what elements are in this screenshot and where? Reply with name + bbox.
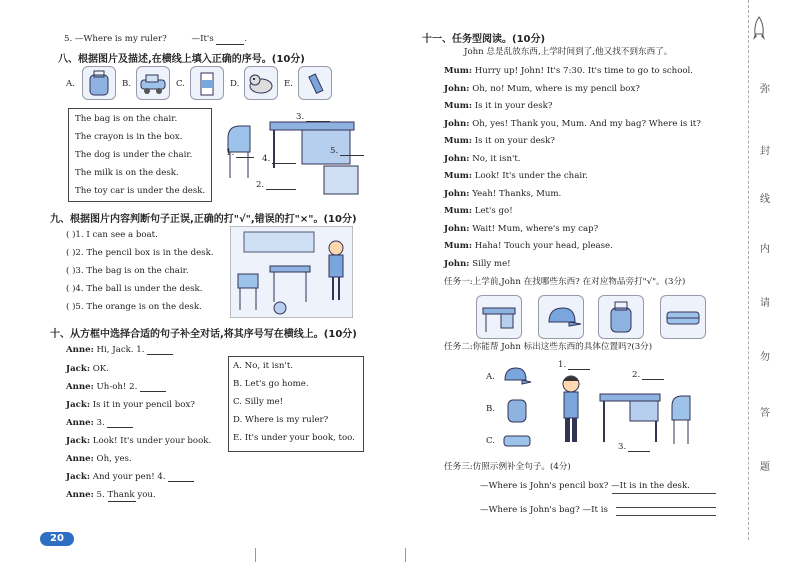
task2-scene: A. B. C. 1. 2. 3. xyxy=(486,358,716,458)
section8-scene: 3. 1. 4. 5. 2. xyxy=(222,108,380,202)
section10-title: 十、从方框中选择合适的句子补全对话,将其序号写在横线上。(10分) xyxy=(50,329,357,340)
dialog-blank-5[interactable] xyxy=(108,492,136,502)
section9-items xyxy=(66,226,231,324)
section11-intro: John 总是乱放东西,上学时间到了,他又找不到东西了。 xyxy=(464,47,673,57)
dialog-blank-1[interactable] xyxy=(147,345,173,355)
left-bottom-tick xyxy=(255,548,256,562)
section8-pictures: A. B. C. D. E. xyxy=(66,66,336,102)
milk-image xyxy=(190,66,224,100)
section10-dialog: Anne: Hi, Jack. 1. Jack: OK. Anne: Uh-oh! 2. Jack: Is it in your pencil box? Anne: 3. Jack: Look! It's under your book. Anne: Oh, yes. Jack: And your pen! 4. Anne: 5. Thank you. xyxy=(66,345,212,500)
bag-image-2 xyxy=(504,394,530,424)
pencil-box-option-image[interactable] xyxy=(660,295,706,339)
margin-char-7: 答 xyxy=(760,408,770,419)
position-blank-1[interactable] xyxy=(568,360,590,370)
margin-char-4: 内 xyxy=(760,244,770,255)
q5-answer-blank[interactable] xyxy=(216,35,244,45)
section8-sentence-box: The bag is on the chair. The crayon is in the box. The dog is under the chair. The milk is on the desk. The toy car is under the desk. xyxy=(68,108,212,202)
dialog-blank-4[interactable] xyxy=(168,472,194,482)
task3-answer-line-2[interactable] xyxy=(616,515,716,516)
scene-blank-5[interactable] xyxy=(340,146,364,156)
s9-item-1[interactable]: ( )1. I can see a boat. xyxy=(66,230,158,240)
right-bottom-tick xyxy=(405,548,406,562)
toy-car-image xyxy=(136,66,170,100)
s9-item-5[interactable]: ( )5. The orange is on the desk. xyxy=(66,302,202,312)
q5-line: 5. —Where is my ruler? —It's . xyxy=(64,34,248,44)
reading-passage: Mum: Hurry up! John! It's 7:30. It's time to go to school. John: Oh, no! Mum, where is my pencil box? Mum: Is it in your desk? John: Oh, yes! Thank you, Mum. And my bag? Where is it? Mum: Is it on your desk? John: No, it isn't. Mum: Look! It's under the chair. John: Yeah! Thanks, Mum. Mum: Let's go! John: Wait! Mum, where's my cap? Mum: Haha! Touch your head, please. John: Silly me! xyxy=(444,66,701,269)
margin-char-1: 弥 xyxy=(760,84,770,95)
cap-option-image[interactable] xyxy=(538,295,584,339)
boy-image xyxy=(556,372,586,452)
task2-title: 任务二:你能帮 John 标出这些东西的具体位置吗?(3分) xyxy=(444,342,653,352)
dog-image xyxy=(244,66,278,100)
margin-char-8: 题 xyxy=(760,462,770,473)
binding-line xyxy=(748,0,750,540)
section11-title: 十一、任务型阅读。(10分) xyxy=(422,34,546,45)
section9-title: 九、根据图片内容判断句子正误,正确的打"√",错误的打"×"。(10分) xyxy=(50,214,357,225)
margin-char-2: 封 xyxy=(760,146,770,157)
task3-question: —Where is John's bag? —It is xyxy=(480,505,608,515)
margin-char-6: 勿 xyxy=(760,352,770,363)
page-number-badge: 20 xyxy=(40,532,74,546)
s9-item-2[interactable]: ( )2. The pencil box is in the desk. xyxy=(66,248,214,258)
section9-classroom-image xyxy=(230,226,353,318)
task3-example-underline xyxy=(612,493,716,494)
pencil-box-image xyxy=(502,432,532,450)
margin-char-5: 请 xyxy=(760,298,770,309)
scene-blank-3[interactable] xyxy=(306,112,330,122)
s9-item-3[interactable]: ( )3. The bag is on the chair. xyxy=(66,266,189,276)
desk-chair-image xyxy=(594,386,714,450)
rocket-icon xyxy=(752,16,766,42)
task3-example: —Where is John's pencil box? —It is in the desk. xyxy=(480,481,690,491)
crayon-image xyxy=(298,66,332,100)
bag-option-image[interactable] xyxy=(598,295,644,339)
position-blank-2[interactable] xyxy=(642,370,664,380)
scene-blank-1[interactable] xyxy=(236,148,254,158)
task3-answer-line-1[interactable] xyxy=(616,507,716,508)
scene-blank-2[interactable] xyxy=(266,180,296,190)
scene-blank-4[interactable] xyxy=(272,154,296,164)
task3-title: 任务三:仿照示例补全句子。(4分) xyxy=(444,462,571,472)
s9-item-4[interactable]: ( )4. The ball is under the desk. xyxy=(66,284,203,294)
desk-option-image[interactable] xyxy=(476,295,522,339)
section10-choice-box: A. No, it isn't. B. Let's go home. C. Silly me! D. Where is my ruler? E. It's under your book, too. xyxy=(228,356,364,452)
section8-title: 八、根据图片及描述,在横线上填入正确的序号。(10分) xyxy=(58,54,305,65)
cap-image xyxy=(502,364,532,386)
dialog-blank-2[interactable] xyxy=(140,382,166,392)
margin-char-3: 线 xyxy=(760,194,770,205)
dialog-blank-3[interactable] xyxy=(107,418,133,428)
task1-title: 任务一:上学前,John 在找哪些东西? 在对应物品旁打"√"。(3分) xyxy=(444,277,686,287)
bag-image xyxy=(82,66,116,100)
